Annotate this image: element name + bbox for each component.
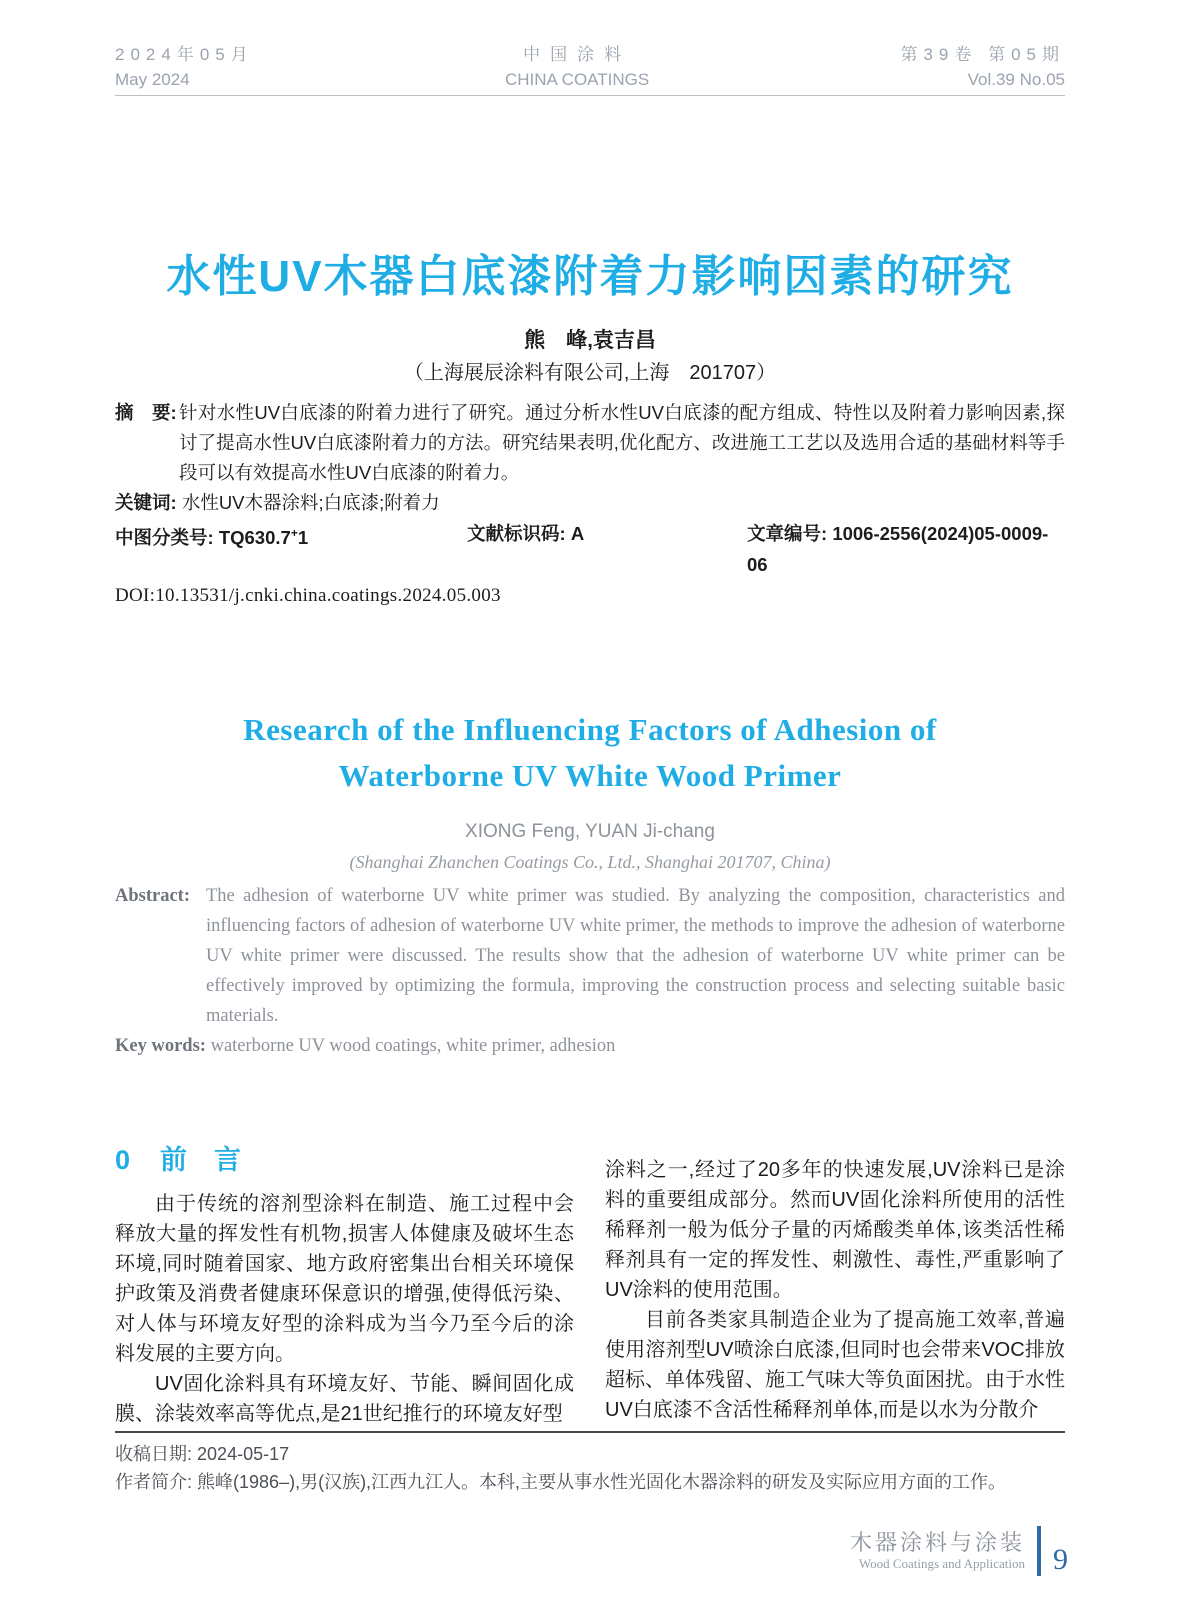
received-date: 收稿日期: 2024-05-17	[115, 1444, 290, 1464]
abstract-cn-text: 针对水性UV白底漆的附着力进行了研究。通过分析水性UV白底漆的配方组成、特性以及附着力影响因素,探讨了提高水性UV白底漆附着力的方法。研究结果表明,优化配方、改进施工工艺以及选用合适的基础材料等手段可以有效提高水性UV白底漆的附着力。	[179, 402, 1065, 483]
affiliation-en: (Shanghai Zhanchen Coatings Co., Ltd., Shanghai 201707, China)	[349, 852, 831, 872]
article-title-en	[115, 707, 1065, 799]
keywords-cn-text: 水性UV木器涂料;白底漆;附着力	[181, 492, 440, 513]
header-journal-name	[505, 42, 649, 92]
section-0-heading	[115, 1139, 574, 1181]
body-column-right	[605, 1139, 1065, 1431]
keywords-en	[115, 1031, 1065, 1061]
article-meta-row	[115, 518, 1065, 580]
article-number: 文章编号: 1006-2556(2024)05-0009-06	[747, 523, 1049, 575]
abstract-en-text: The adhesion of waterborne UV white primer was studied. By analyzing the composition, characteristics and influencing factors of adhesion of waterborne UV white primer, the methods to improve the adhesion of waterborne UV white primer were discussed. The results show that the adhesion of waterborne UV white primer can be effectively improved by optimizing the formula, improving the construction process and selecting suitable basic materials.	[206, 886, 1065, 1026]
section-0-title: 前 言	[160, 1145, 242, 1175]
header-journal-en: CHINA COATINGS	[504, 70, 650, 89]
header-volume-issue	[900, 42, 1065, 92]
body-columns	[115, 1139, 1065, 1431]
section-0-number: 0	[115, 1145, 131, 1175]
abstract-en	[115, 881, 1065, 1031]
page-footer	[850, 1526, 1068, 1576]
column-brand-cn: 木器涂料与涂装	[849, 1530, 1025, 1555]
document-code: 文献标识码: A	[467, 523, 585, 544]
clc-number: 中图分类号: TQ630.7+1	[115, 526, 309, 549]
page-number: 9	[1053, 1543, 1068, 1576]
body-paragraph: UV固化涂料具有环境友好、节能、瞬间固化成膜、涂装效率高等优点,是21世纪推行的环境友好型	[115, 1373, 574, 1425]
column-brand-en: Wood Coatings and Application	[858, 1556, 1025, 1571]
body-column-left	[115, 1139, 574, 1431]
authors-en: XIONG Feng, YUAN Ji-chang	[465, 821, 715, 842]
header-issue-date	[115, 42, 254, 92]
abstract-en-label: Abstract:	[115, 886, 191, 906]
body-paragraph: 涂料之一,经过了20多年的快速发展,UV涂料已是涂料的重要组成部分。然而UV固化涂料所使用的活性稀释剂一般为低分子量的丙烯酸类单体,该类活性稀释剂具有一定的挥发性、刺激性、毒性,严重影响了UV涂料的使用范围。	[605, 1159, 1065, 1301]
doi: DOI:10.13531/j.cnki.china.coatings.2024.05.003	[115, 585, 501, 606]
header-date-en: May 2024	[115, 70, 190, 89]
body-paragraph: 由于传统的溶剂型涂料在制造、施工过程中会释放大量的挥发性有机物,损害人体健康及破坏生态环境,同时随着国家、地方政府密集出台相关环境保护政策及消费者健康环保意识的增强,使得低污染、对人体与环境友好型的涂料成为当今乃至今后的涂料发展的主要方向。	[115, 1193, 574, 1365]
header-issue-cn: 第39卷 第05期	[900, 45, 1065, 64]
header-date-cn: 2024年05月	[115, 45, 254, 64]
body-paragraph: 目前各类家具制造企业为了提高施工效率,普遍使用溶剂型UV喷涂白底漆,但同时也会带来VOC排放超标、单体残留、施工气味大等负面困扰。由于水性UV白底漆不含活性稀释剂单体,而是以水为分散介	[605, 1309, 1065, 1421]
footnote-block	[115, 1431, 1065, 1496]
keywords-cn	[115, 488, 1065, 518]
keywords-en-label: Key words:	[115, 1036, 206, 1056]
header-journal-cn: 中国涂料	[523, 45, 632, 64]
abstract-cn-label: 摘 要:	[115, 402, 177, 423]
authors-cn: 熊 峰,袁吉昌	[524, 329, 656, 352]
running-head	[115, 42, 1065, 96]
article-title-cn: 水性UV木器白底漆附着力影响因素的研究	[166, 252, 1014, 301]
abstract-cn	[115, 398, 1065, 488]
keywords-cn-label: 关键词:	[115, 492, 177, 513]
footer-divider-bar	[1037, 1526, 1041, 1576]
affiliation-cn: （上海展辰涂料有限公司,上海 201707）	[403, 362, 777, 384]
keywords-en-text: waterborne UV wood coatings, white primer, adhesion	[210, 1036, 616, 1056]
article-title-en-line2: Waterborne UV White Wood Primer	[338, 758, 842, 793]
header-issue-en: Vol.39 No.05	[967, 70, 1065, 89]
author-bio: 作者简介: 熊峰(1986–),男(汉族),江西九江人。本科,主要从事水性光固化木器涂料的研发及实际应用方面的工作。	[115, 1472, 1007, 1492]
article-title-en-line1: Research of the Influencing Factors of Adhesion of	[243, 712, 937, 747]
column-brand	[850, 1530, 1025, 1572]
